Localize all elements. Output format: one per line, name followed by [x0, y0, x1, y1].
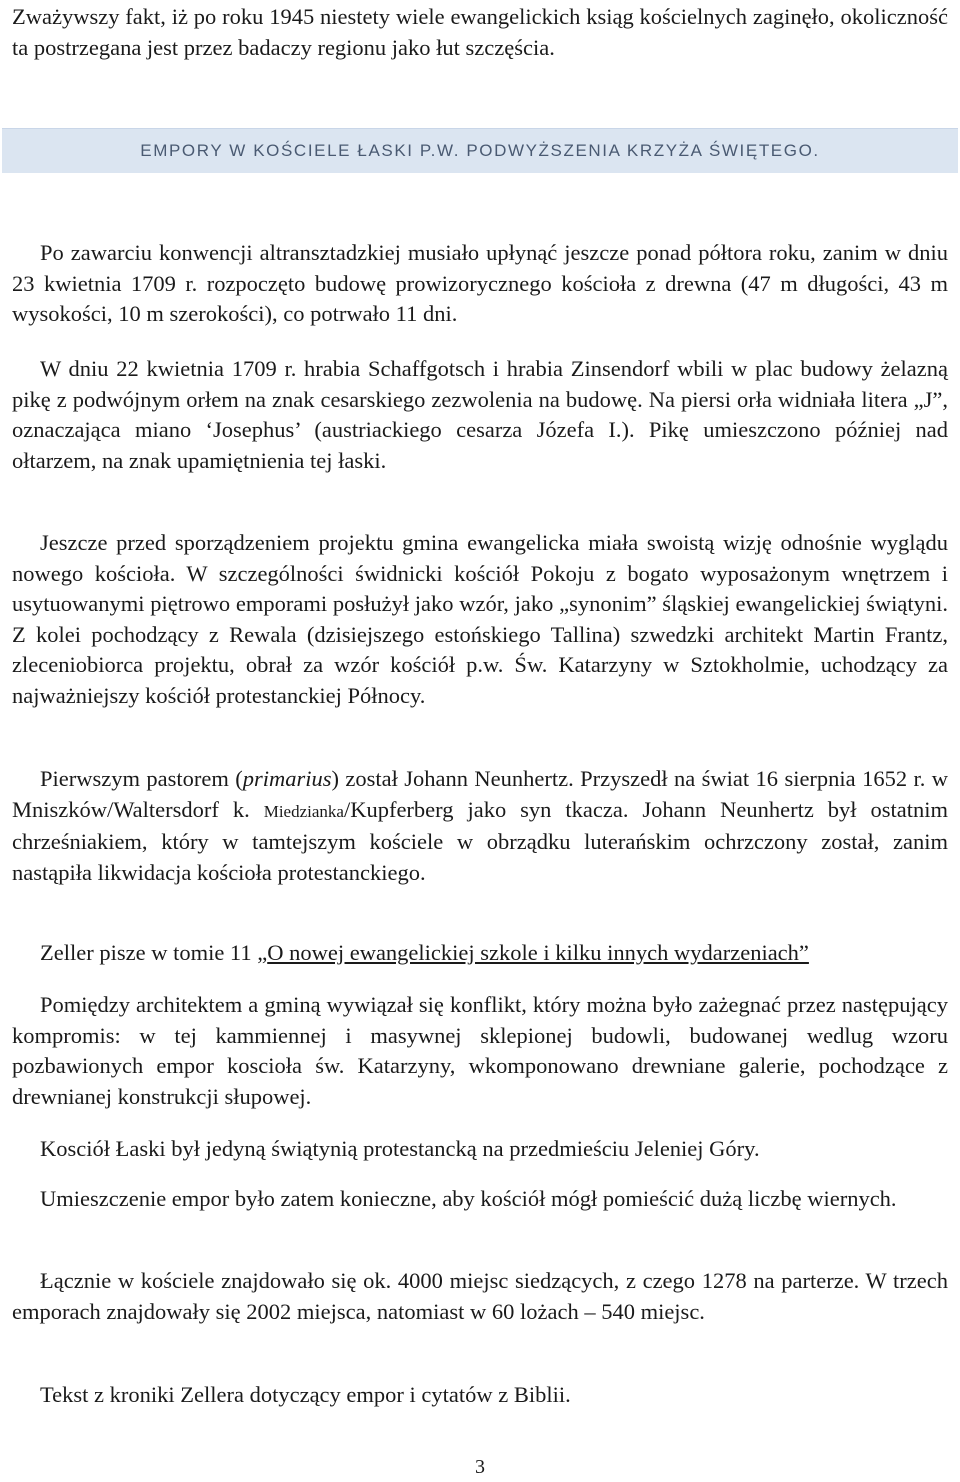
paragraph-text: Pomiędzy architektem a gminą wywiązał się konflikt, który można było zażegnać przez następujący kompromis: w tej kammiennej i masywnej sklepionej budowli, budowanej wedlug wzoru pozbawionych empor koscioła św. Katarzyny, wkomponowano drewniane galerie, pochodzące z drewnianej konstrukcji słupowej. [12, 992, 948, 1109]
underlined-title: O nowej ewangelickiej szkole i kilku innych wydarzeniach” [267, 940, 809, 965]
italic-term: primarius [242, 766, 332, 791]
small-place-name: Miedzianka [263, 801, 344, 821]
paragraph-pike [12, 354, 948, 476]
paragraph-text: /Kupferberg jako syn tkacza. Johann Neunhertz był ostatnim chrześniakiem, który w tamtejszym kościele w obrządku luterańskim ochrzczony został, zanim nastąpiła likwidacja kościoła protestanckiego. [12, 796, 948, 885]
intro-paragraph: Zważywszy fakt, iż po roku 1945 niestety wiele ewangelickich ksiąg kościelnych zaginęło, okoliczność ta postrzegana jest przez badaczy regionu jako łut szczęścia. [12, 4, 948, 60]
paragraph-compromise [12, 990, 948, 1112]
paragraph-chronicle-note [12, 1380, 948, 1411]
paragraph-text: Tekst z kroniki Zellera dotyczący empor i cytatów z Biblii. [40, 1382, 571, 1407]
section-header-text: EMPORY W KOŚCIELE ŁASKI P.W. PODWYŻSZENIA KRZYŻA ŚWIĘTEGO. [140, 141, 820, 160]
paragraph-text: Łącznie w kościele znajdowało się ok. 4000 miejsc siedzących, z czego 1278 na parterze. W trzech emporach znajdowały się 2002 miejsca, natomiast w 60 lożach – 540 miejsc. [12, 1268, 948, 1324]
section-header [2, 128, 958, 173]
paragraph-text: Po zawarciu konwencji altransztadzkiej musiało upłynąć jeszcze ponad półtora roku, zanim w dniu 23 kwietnia 1709 r. rozpoczęto budowę prowizorycznego kościoła z drewna (47 m długości, 43 m wysokości, 10 m szerokości), co potrwało 11 dni. [12, 240, 948, 326]
paragraph-church-vision [12, 528, 948, 711]
paragraph-seats [12, 1266, 948, 1327]
paragraph-zeller-volume [12, 938, 948, 969]
paragraph-text: W dniu 22 kwietnia 1709 r. hrabia Schaffgotsch i hrabia Zinsendorf wbili w plac budowy żelazną pikę z podwójnym orłem na znak cesarskiego zezwolenia na budowę. Na piersi orła widniała litera „J”, oznaczająca miano ‘Josephus’ (austriackiego cesarza Józefa I.). Pikę umieszczono później nad ołtarzem, na znak upamiętnienia tej łaski. [12, 356, 948, 473]
paragraph-text: ) został Johann Neunhertz. Przyszedł na świat 16 sierpnia 1652 r. w Mniszków/Waltersdorf k. [12, 766, 948, 822]
paragraph-first-pastor [12, 764, 948, 888]
paragraph-text: Zeller pisze w tomie 11 „ [40, 940, 268, 965]
paragraph-construction-start [12, 238, 948, 330]
paragraph-text: Pierwszym pastorem ( [40, 766, 243, 791]
paragraph-text: Kosciół Łaski był jedyną świątynią protestancką na przedmieściu Jeleniej Góry. [40, 1136, 760, 1161]
paragraph-text: Jeszcze przed sporządzeniem projektu gmina ewangelicka miała swoistą wizję odnośnie wyglądu nowego kościoła. W szczególności świdnicki kościół Pokoju z bogato wyposażonym wnętrzem i usytuowanymi piętrowo emporami posłużył jako wzór, jako „synonim” śląskiej ewangelickiej świątyni. Z kolei pochodzący z Rewala (dzisiejszego estońskiego Tallina) szwedzki architekt Martin Frantz, zleceniobiorca projektu, obrał za wzór kościół p.w. Św. Katarzyny w Sztokholmie, uchodzący za najważniejszy kościół protestanckiej Północy. [12, 530, 948, 708]
paragraph-only-church [12, 1134, 948, 1165]
paragraph-empor-necessity [12, 1184, 948, 1215]
page-number: 3 [475, 1456, 485, 1478]
paragraph-text: Umieszczenie empor było zatem konieczne, aby kościół mógł pomieścić dużą liczbę wiernych. [40, 1186, 897, 1211]
